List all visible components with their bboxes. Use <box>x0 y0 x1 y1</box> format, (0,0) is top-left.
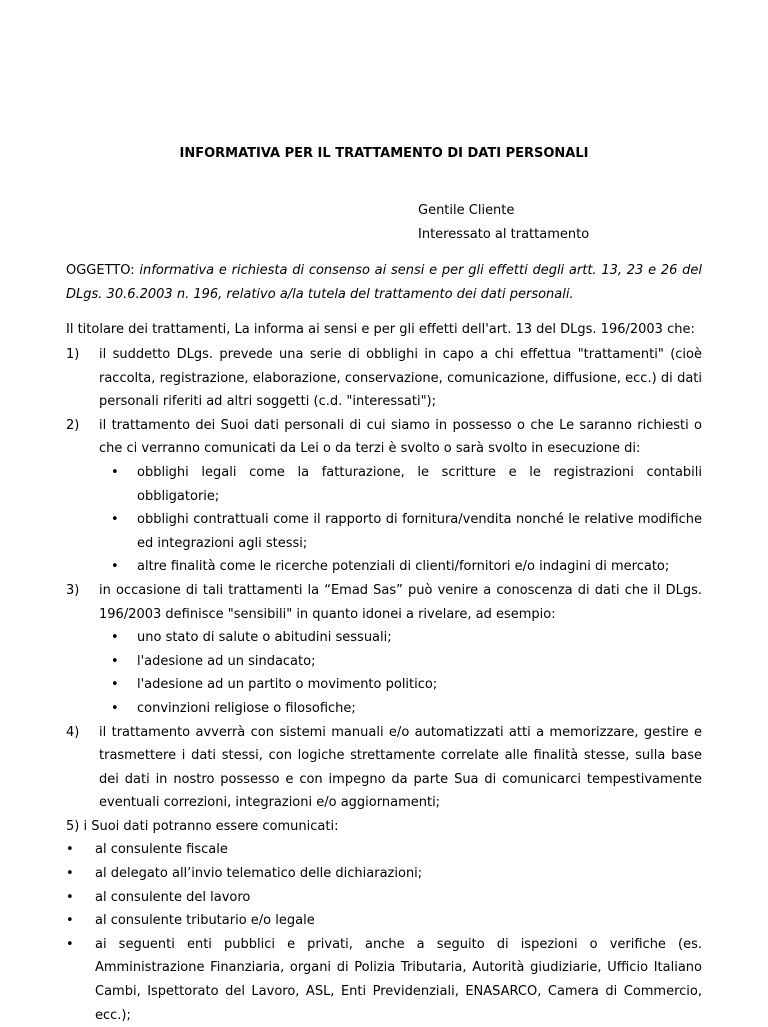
bullet-icon: • <box>66 889 74 905</box>
recipient-block <box>418 199 589 247</box>
bullet-icon: • <box>66 936 74 952</box>
list-item <box>66 815 702 839</box>
bullet-item <box>99 555 702 579</box>
item-number: 5) <box>66 818 80 834</box>
bullet-item <box>66 886 702 910</box>
bullet-icon: • <box>111 677 119 693</box>
bullet-text: obblighi contrattuali come il rapporto di fornitura/vendita nonché le relative modifiche ed integrazioni agli stessi; <box>137 512 702 551</box>
bullet-text: convinzioni religiose o filosofiche; <box>137 700 356 716</box>
bullet-icon: • <box>111 464 119 480</box>
list-item <box>66 721 702 815</box>
list-item <box>66 414 702 579</box>
item-number: 2) <box>66 417 80 433</box>
bullet-text: l'adesione ad un partito o movimento politico; <box>137 677 438 693</box>
item-text: i Suoi dati potranno essere comunicati: <box>83 818 339 834</box>
bullet-text: obblighi legali come la fatturazione, le scritture e le registrazioni contabili obbligatorie; <box>137 464 702 504</box>
bullet-text: altre finalità come le ricerche potenziali di clienti/fornitori e/o indagini di mercato; <box>137 559 670 575</box>
bullet-icon: • <box>111 653 119 669</box>
bullet-text: al consulente fiscale <box>95 842 228 858</box>
bullet-item <box>66 862 702 886</box>
bullet-text: al delegato all’invio telematico delle dichiarazioni; <box>95 866 423 882</box>
numbered-list <box>66 343 702 1027</box>
recipient-line-2: Interessato al trattamento <box>418 227 590 242</box>
document-title: INFORMATIVA PER IL TRATTAMENTO DI DATI PERSONALI <box>179 146 589 161</box>
bullet-text: ai seguenti enti pubblici e privati, anche a seguito di ispezioni o verifiche (es. Amministrazione Finanziaria, organi di Polizia Tributaria, Autorità giudiziarie, Ufficio Italiano Cambi, Ispettorato del Lavoro, ASL, Enti Previdenziali, ENASARCO, Camera di Commercio, ecc.); <box>95 936 702 1023</box>
item-number: 1) <box>66 347 80 362</box>
bullet-icon: • <box>66 842 74 858</box>
bullet-text: l'adesione ad un sindacato; <box>137 653 316 669</box>
list-item <box>66 343 702 414</box>
bullet-text: uno stato di salute o abitudini sessuali; <box>137 630 392 646</box>
item-number: 3) <box>66 582 80 598</box>
bullet-item <box>99 673 702 697</box>
recipient-line-1: Gentile Cliente <box>418 203 515 218</box>
subject-text: informativa e richiesta di consenso ai sensi e per gli effetti degli artt. 13, 23 e 26 del DLgs. 30.6.2003 n. 196, relativo a/la tutela del trattamento dei dati personali. <box>66 263 702 302</box>
bullet-item <box>99 508 702 555</box>
bullet-item <box>99 650 702 674</box>
bullet-item <box>99 697 702 721</box>
bullet-item <box>99 626 702 650</box>
bullet-icon: • <box>66 913 74 929</box>
item-number: 4) <box>66 724 80 740</box>
item-text: il suddetto DLgs. prevede una serie di obblighi in capo a chi effettua "trattamenti" (cioè raccolta, registrazione, elaborazione, conservazione, comunicazione, diffusione, ecc.) di dati personali riferiti ad altri soggetti (c.d. "interessati"); <box>99 347 702 410</box>
item-text: in occasione di tali trattamenti la “Emad Sas” può venire a conoscenza di dati che il DLgs. 196/2003 definisce "sensibili" in quanto idonei a rivelare, ad esempio: <box>99 582 702 622</box>
bullet-text: al consulente del lavoro <box>95 889 251 905</box>
bullet-icon: • <box>111 559 119 575</box>
bullet-text: al consulente tributario e/o legale <box>95 913 315 929</box>
bullet-item <box>66 838 702 862</box>
list-item <box>66 579 702 721</box>
bullet-icon: • <box>111 630 119 646</box>
subject-label: OGGETTO: <box>66 263 135 278</box>
bullet-icon: • <box>111 700 119 716</box>
bullet-item <box>99 461 702 508</box>
bullet-icon: • <box>111 512 119 528</box>
bullet-item <box>66 933 702 1027</box>
item-text: il trattamento avverrà con sistemi manuali e/o automatizzati atti a memorizzare, gestire e trasmettere i dati stessi, con logiche strettamente correlate alle finalità stesse, sulla base dei dati in nostro possesso e con impegno da parte Sua di comunicarci tempestivamente eventuali correzioni, integrazioni e/o aggiornamenti; <box>99 724 702 811</box>
bullet-item <box>66 909 702 933</box>
bullet-icon: • <box>66 866 74 882</box>
item-text: il trattamento dei Suoi dati personali di cui siamo in possesso o che Le saranno richiesti o che ci verranno comunicati da Lei o da terzi è svolto o sarà svolto in esecuzione di: <box>99 417 702 457</box>
intro-paragraph: Il titolare dei trattamenti, La informa ai sensi e per gli effetti dell'art. 13 del DLgs. 196/2003 che: <box>66 322 695 337</box>
subject-paragraph <box>66 259 702 307</box>
